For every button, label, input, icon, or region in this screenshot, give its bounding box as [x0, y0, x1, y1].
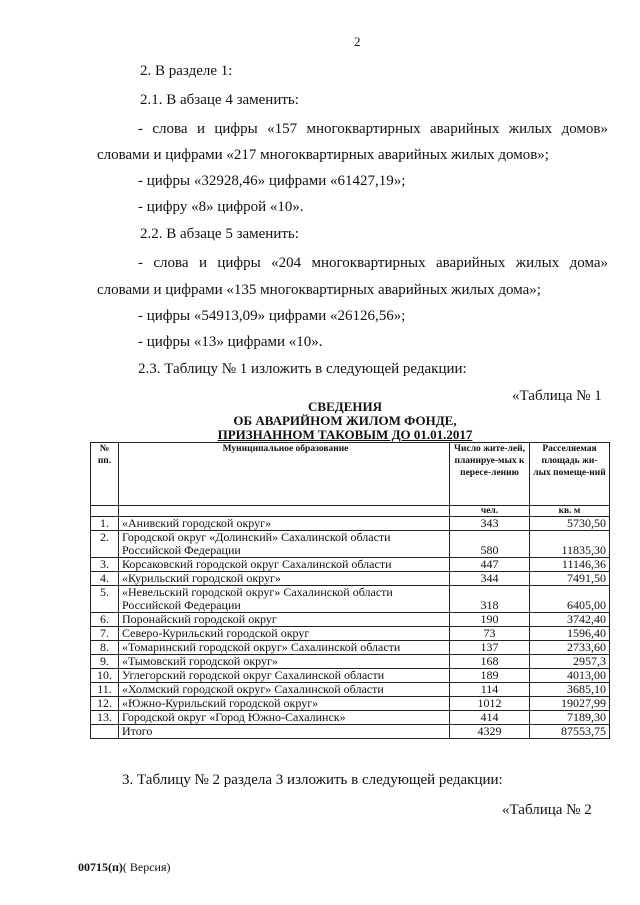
row-area: 4013,00: [530, 669, 610, 683]
row-people: 168: [450, 655, 530, 669]
row-people: 447: [450, 558, 530, 572]
row-area: 11146,36: [530, 558, 610, 572]
caption-line: ОБ АВАРИЙНОМ ЖИЛОМ ФОНДЕ,: [233, 413, 457, 428]
paragraph: 2.3. Таблицу № 1 изложить в следующей редакции:: [138, 361, 467, 377]
row-number: 8.: [91, 641, 119, 655]
paragraph: - цифры «32928,46» цифрами «61427,19»;: [138, 173, 406, 189]
row-people: 137: [450, 641, 530, 655]
paragraph: 2. В разделе 1:: [140, 63, 233, 79]
housing-table: [90, 442, 610, 739]
table-row: [91, 697, 610, 711]
row-area: 2957,3: [530, 655, 610, 669]
table-total-row: [91, 725, 610, 739]
table-row: [91, 531, 610, 558]
units-empty: [119, 506, 450, 517]
paragraph: 2.2. В абзаце 5 заменить:: [140, 226, 299, 242]
row-number: 7.: [91, 627, 119, 641]
row-people: 1012: [450, 697, 530, 711]
row-area: 19027,99: [530, 697, 610, 711]
paragraph: 2.1. В абзаце 4 заменить:: [140, 92, 299, 108]
row-area: 2733,60: [530, 641, 610, 655]
paragraph: - цифры «13» цифрами «10».: [138, 334, 323, 350]
row-people: 343: [450, 517, 530, 531]
paragraph: 3. Таблицу № 2 раздела 3 изложить в следующей редакции:: [122, 772, 503, 788]
total-people: 4329: [450, 725, 530, 739]
row-people: 190: [450, 613, 530, 627]
table-row: [91, 517, 610, 531]
total-area: 87553,75: [530, 725, 610, 739]
row-area: 5730,50: [530, 517, 610, 531]
row-municipality: Городской округ «Город Южно-Сахалинск»: [119, 711, 450, 725]
row-people: 318: [450, 586, 530, 613]
caption-line: ПРИЗНАННОМ ТАКОВЫМ ДО 01.01.2017: [217, 427, 473, 442]
row-municipality: «Холмский городской округ» Сахалинской области: [119, 683, 450, 697]
row-area: 3742,40: [530, 613, 610, 627]
table-row: [91, 669, 610, 683]
table-row: [91, 586, 610, 613]
paragraph: - цифру «8» цифрой «10».: [138, 199, 304, 215]
row-number: 1.: [91, 517, 119, 531]
caption-line: СВЕДЕНИЯ: [308, 399, 382, 414]
table-row: [91, 558, 610, 572]
row-number: 12.: [91, 697, 119, 711]
row-people: 344: [450, 572, 530, 586]
document-code: 00715(п): [78, 860, 123, 874]
row-area: 6405,00: [530, 586, 610, 613]
table-row: [91, 613, 610, 627]
row-municipality: «Южно-Курильский городской округ»: [119, 697, 450, 711]
row-municipality: «Томаринский городской округ» Сахалинской области: [119, 641, 450, 655]
row-number: 5.: [91, 586, 119, 613]
table-row: [91, 683, 610, 697]
row-municipality: «Тымовский городской округ»: [119, 655, 450, 669]
table-row: [91, 641, 610, 655]
row-people: 189: [450, 669, 530, 683]
row-number: 4.: [91, 572, 119, 586]
unit-people: чел.: [450, 506, 530, 517]
total-label: Итого: [119, 725, 450, 739]
row-municipality: Корсаковский городской округ Сахалинской области: [119, 558, 450, 572]
paragraph: словами и цифрами «217 многоквартирных аварийных жилых домов»;: [97, 147, 549, 163]
units-empty: [91, 506, 119, 517]
row-number: 9.: [91, 655, 119, 669]
table-header-row: [91, 443, 610, 506]
table-row: [91, 711, 610, 725]
table-reference: «Таблица № 2: [502, 802, 592, 818]
units-row: [91, 506, 610, 517]
header-municipality: Муниципальное образование: [119, 443, 450, 506]
paragraph: - цифры «54913,09» цифрами «26126,56»;: [138, 308, 406, 324]
row-people: 114: [450, 683, 530, 697]
table-row: [91, 627, 610, 641]
row-area: 11835,30: [530, 531, 610, 558]
row-number: 13.: [91, 711, 119, 725]
row-people: 414: [450, 711, 530, 725]
header-people: Число жите-лей, планируе-мых к пересе-лению: [450, 443, 530, 506]
row-people: 580: [450, 531, 530, 558]
row-number: 6.: [91, 613, 119, 627]
document-version: ( Версия): [122, 860, 171, 874]
document-footer: [78, 860, 171, 875]
row-number: 10.: [91, 669, 119, 683]
row-number: 2.: [91, 531, 119, 558]
row-municipality: Городской округ «Долинский» Сахалинской области Российской Федерации: [119, 531, 450, 558]
row-municipality: Поронайский городской округ: [119, 613, 450, 627]
row-municipality: Северо-Курильский городской округ: [119, 627, 450, 641]
unit-area: кв. м: [530, 506, 610, 517]
page-number: 2: [354, 34, 361, 49]
header-area: Расселяемая площадь жи-лых помеще-ний: [530, 443, 610, 506]
row-municipality: «Невельский городской округ» Сахалинской области Российской Федерации: [119, 586, 450, 613]
row-number: 11.: [91, 683, 119, 697]
total-empty: [91, 725, 119, 739]
row-area: 3685,10: [530, 683, 610, 697]
table-reference: «Таблица № 1: [512, 388, 602, 404]
row-number: 3.: [91, 558, 119, 572]
row-people: 73: [450, 627, 530, 641]
row-area: 7189,30: [530, 711, 610, 725]
table-caption: [180, 400, 510, 442]
row-municipality: «Анивский городской округ»: [119, 517, 450, 531]
paragraph: - слова и цифры «204 многоквартирных аварийных жилых дома»: [138, 255, 608, 271]
table-row: [91, 572, 610, 586]
row-area: 7491,50: [530, 572, 610, 586]
paragraph: - слова и цифры «157 многоквартирных аварийных жилых домов»: [138, 121, 608, 137]
table-row: [91, 655, 610, 669]
row-municipality: Углегорский городской округ Сахалинской области: [119, 669, 450, 683]
row-area: 1596,40: [530, 627, 610, 641]
paragraph: словами и цифрами «135 многоквартирных аварийных жилых дома»;: [97, 282, 541, 298]
header-num: № пп.: [91, 443, 119, 506]
row-municipality: «Курильский городской округ»: [119, 572, 450, 586]
